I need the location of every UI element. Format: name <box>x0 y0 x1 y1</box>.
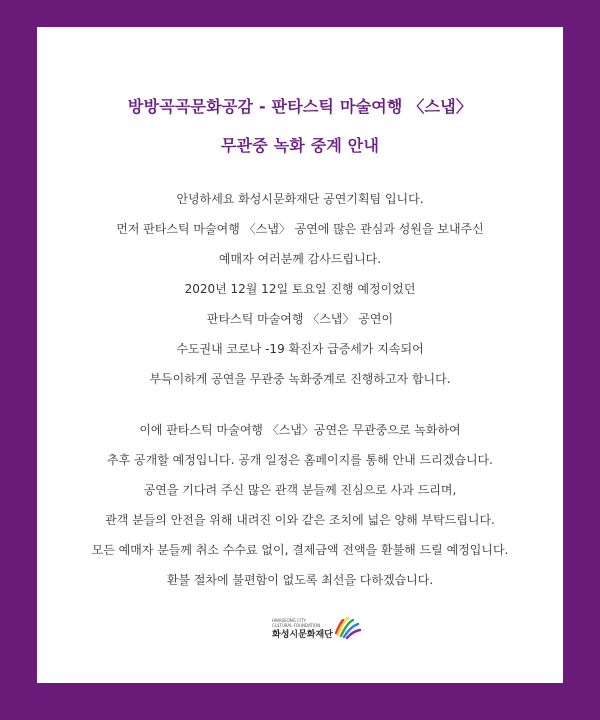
notice-paragraph-2 <box>37 415 563 595</box>
text-line: 이에 판타스틱 마술여행 〈스냅〉공연은 무관중으로 녹화하여 <box>139 423 461 437</box>
text-line: 예매자 여러분께 감사드립니다. <box>218 252 382 266</box>
text-line: 추후 공개할 예정입니다. 공개 일정은 홈페이지를 통해 안내 드리겠습니다. <box>107 453 493 467</box>
logo-mark-icon <box>334 615 362 641</box>
text-line: 먼저 판타스틱 마술여행 〈스냅〉 공연에 많은 관심과 성원을 보내주신 <box>116 222 484 236</box>
logo-english-line1: HWASEONG CITY <box>272 618 306 623</box>
text-line: 안녕하세요 화성시문화재단 공연기획팀 입니다. <box>176 192 424 206</box>
logo-name: 화성시문화재단 <box>272 630 333 640</box>
text-line: 모든 예매자 분들께 취소 수수료 없이, 결제금액 전액을 환불해 드릴 예정입니다. <box>91 543 509 557</box>
text-line: 부득이하게 공연을 무관중 녹화중계로 진행하고자 합니다. <box>149 372 451 386</box>
text-line: 관객 분들의 안전을 위해 내려진 이와 같은 조치에 넓은 양해 부탁드립니다. <box>105 513 495 527</box>
text-line: 2020년 12월 12일 토요일 진행 예정이었던 <box>184 282 416 296</box>
notice-card <box>37 27 563 683</box>
text-line: 환불 절차에 불편함이 없도록 최선을 다하겠습니다. <box>166 573 434 587</box>
foundation-logo <box>272 615 362 645</box>
notice-paragraph-1 <box>37 184 563 394</box>
text-line: 공연을 기다려 주신 많은 관객 분들께 진심으로 사과 드리며, <box>143 483 457 497</box>
logo-english-line2: CULTURAL FOUNDATION <box>272 623 321 628</box>
notice-title-line2: 무관중 녹화 중계 안내 <box>220 136 380 155</box>
notice-title-line1: 방방곡곡문화공감 - 판타스틱 마술여행 〈스냅〉 <box>127 97 473 116</box>
text-line: 수도권내 코로나 -19 확진자 급증세가 지속되어 <box>176 342 424 356</box>
text-line: 판타스틱 마술여행 〈스냅〉 공연이 <box>206 312 394 326</box>
